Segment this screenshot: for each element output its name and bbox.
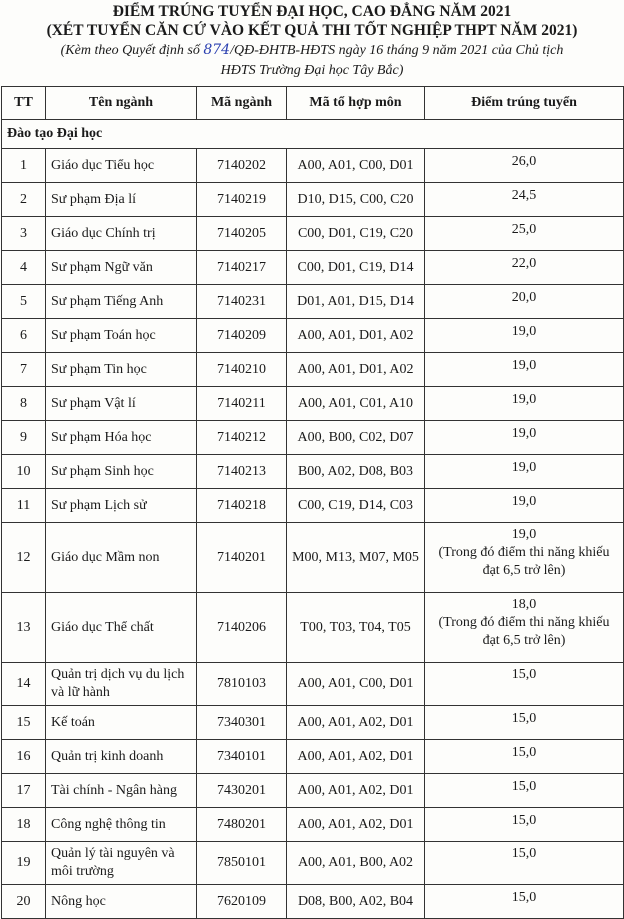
cell-tt: 12	[2, 523, 46, 593]
score-value: 19,0	[511, 494, 537, 509]
score-value: 18,0	[511, 597, 537, 612]
table-row	[2, 251, 624, 285]
cell-name: Sư phạm Địa lí	[46, 183, 197, 217]
cell-tt: 14	[2, 663, 46, 706]
score-value: 19,0	[511, 324, 537, 339]
score-value: 15,0	[511, 846, 537, 861]
cell-combo: A00, A01, A02, D01	[287, 706, 425, 740]
cell-combo: C00, D01, C19, D14	[287, 251, 425, 285]
cell-tt: 4	[2, 251, 46, 285]
cell-code: 7340101	[197, 740, 287, 774]
table-row	[2, 740, 624, 774]
cell-score	[425, 217, 624, 251]
cell-score	[425, 740, 624, 774]
cell-code: 7140201	[197, 523, 287, 593]
score-note: (Trong đó điểm thi năng khiếu đạt 6,5 trở lên)	[438, 615, 610, 648]
table-row	[2, 842, 624, 885]
table-row	[2, 774, 624, 808]
cell-name: Kế toán	[46, 706, 197, 740]
cell-combo: B00, A02, D08, B03	[287, 455, 425, 489]
cell-tt: 6	[2, 319, 46, 353]
cell-tt: 19	[2, 842, 46, 885]
cell-code: 7140206	[197, 593, 287, 663]
table-row	[2, 387, 624, 421]
cell-name: Sư phạm Vật lí	[46, 387, 197, 421]
score-value: 15,0	[511, 667, 537, 682]
title-line-1: ĐIỂM TRÚNG TUYỂN ĐẠI HỌC, CAO ĐẲNG NĂM 2021	[112, 3, 512, 20]
cell-score	[425, 455, 624, 489]
cell-name: Sư phạm Toán học	[46, 319, 197, 353]
cell-code: 7140213	[197, 455, 287, 489]
table-row	[2, 217, 624, 251]
cell-code: 7620109	[197, 885, 287, 919]
cell-combo: M00, M13, M07, M05	[287, 523, 425, 593]
cell-name: Sư phạm Sinh học	[46, 455, 197, 489]
cell-combo: C00, D01, C19, C20	[287, 217, 425, 251]
cell-tt: 18	[2, 808, 46, 842]
cell-name: Sư phạm Ngữ văn	[46, 251, 197, 285]
cell-score	[425, 353, 624, 387]
cell-name: Nông học	[46, 885, 197, 919]
column-header-code: Mã ngành	[197, 87, 287, 120]
score-value: 19,0	[511, 358, 537, 373]
decision-number: 874	[203, 42, 231, 58]
table-header-row	[2, 87, 624, 120]
cell-tt: 10	[2, 455, 46, 489]
title-line-2: (XÉT TUYỂN CĂN CỨ VÀO KẾT QUẢ THI TỐT NGHIỆP THPT NĂM 2021)	[46, 22, 578, 39]
cell-tt: 1	[2, 149, 46, 183]
cell-tt: 17	[2, 774, 46, 808]
cell-code: 7430201	[197, 774, 287, 808]
cell-name: Sư phạm Tin học	[46, 353, 197, 387]
cell-score	[425, 842, 624, 885]
cell-name: Quản lý tài nguyên và môi trường	[46, 842, 197, 885]
cell-combo: A00, A01, C01, A10	[287, 387, 425, 421]
cell-code: 7140205	[197, 217, 287, 251]
cell-combo: C00, C19, D14, C03	[287, 489, 425, 523]
score-note: (Trong đó điểm thi năng khiếu đạt 6,5 trở lên)	[438, 545, 610, 578]
cell-name: Giáo dục Mầm non	[46, 523, 197, 593]
cell-combo: A00, A01, D01, A02	[287, 319, 425, 353]
score-value: 26,0	[511, 154, 537, 169]
cell-code: 7140211	[197, 387, 287, 421]
admission-score-table	[1, 86, 624, 919]
table-row	[2, 885, 624, 919]
cell-score	[425, 251, 624, 285]
decision-prefix: (Kèm theo Quyết định số	[60, 43, 204, 58]
table-row	[2, 593, 624, 663]
cell-tt: 8	[2, 387, 46, 421]
cell-tt: 3	[2, 217, 46, 251]
cell-tt: 7	[2, 353, 46, 387]
cell-score	[425, 489, 624, 523]
cell-name: Công nghệ thông tin	[46, 808, 197, 842]
cell-code: 7810103	[197, 663, 287, 706]
table-row	[2, 523, 624, 593]
cell-name: Giáo dục Chính trị	[46, 217, 197, 251]
cell-score	[425, 706, 624, 740]
column-header-tt: TT	[2, 87, 46, 120]
cell-code: 7140210	[197, 353, 287, 387]
cell-code: 7140218	[197, 489, 287, 523]
cell-tt: 16	[2, 740, 46, 774]
cell-combo: A00, A01, C00, D01	[287, 149, 425, 183]
cell-code: 7140219	[197, 183, 287, 217]
table-row	[2, 663, 624, 706]
document-header	[0, 2, 624, 81]
cell-combo: A00, A01, B00, A02	[287, 842, 425, 885]
score-value: 20,0	[511, 290, 537, 305]
table-row	[2, 455, 624, 489]
score-value: 25,0	[511, 222, 537, 237]
score-value: 15,0	[511, 890, 537, 905]
cell-name: Sư phạm Tiếng Anh	[46, 285, 197, 319]
cell-combo: A00, A01, A02, D01	[287, 740, 425, 774]
table-row	[2, 421, 624, 455]
cell-score	[425, 593, 624, 663]
cell-code: 7140217	[197, 251, 287, 285]
cell-score	[425, 183, 624, 217]
cell-combo: D01, A01, D15, D14	[287, 285, 425, 319]
decision-suffix: /QĐ-ĐHTB-HĐTS ngày 16 tháng 9 năm 2021 của Chủ tịch	[230, 43, 564, 58]
cell-name: Giáo dục Thể chất	[46, 593, 197, 663]
cell-tt: 5	[2, 285, 46, 319]
score-value: 15,0	[511, 711, 537, 726]
cell-combo: A00, A01, D01, A02	[287, 353, 425, 387]
cell-code: 7140231	[197, 285, 287, 319]
column-header-combo: Mã tổ hợp môn	[287, 87, 425, 120]
section-label: Đào tạo Đại học	[2, 120, 624, 149]
score-value: 19,0	[511, 392, 537, 407]
cell-score	[425, 885, 624, 919]
cell-code: 7140202	[197, 149, 287, 183]
table-row	[2, 319, 624, 353]
table-row	[2, 808, 624, 842]
cell-name: Quản trị kinh doanh	[46, 740, 197, 774]
section-row	[2, 120, 624, 149]
cell-code: 7340301	[197, 706, 287, 740]
cell-tt: 9	[2, 421, 46, 455]
cell-code: 7140212	[197, 421, 287, 455]
table-row	[2, 285, 624, 319]
cell-name: Giáo dục Tiểu học	[46, 149, 197, 183]
cell-combo: A00, A01, C00, D01	[287, 663, 425, 706]
score-value: 15,0	[511, 779, 537, 794]
cell-combo: D10, D15, C00, C20	[287, 183, 425, 217]
table-row	[2, 706, 624, 740]
cell-tt: 2	[2, 183, 46, 217]
score-value: 15,0	[511, 813, 537, 828]
table-row	[2, 489, 624, 523]
cell-code: 7850101	[197, 842, 287, 885]
cell-combo: T00, T03, T04, T05	[287, 593, 425, 663]
cell-combo: A00, B00, C02, D07	[287, 421, 425, 455]
cell-score	[425, 149, 624, 183]
score-value: 19,0	[511, 460, 537, 475]
cell-combo: A00, A01, A02, D01	[287, 774, 425, 808]
decision-line-1	[0, 40, 624, 61]
cell-code: 7480201	[197, 808, 287, 842]
column-header-name: Tên ngành	[46, 87, 197, 120]
cell-tt: 13	[2, 593, 46, 663]
decision-line-2: HĐTS Trường Đại học Tây Bắc)	[220, 63, 404, 78]
table-row	[2, 353, 624, 387]
cell-score	[425, 663, 624, 706]
cell-tt: 11	[2, 489, 46, 523]
cell-tt: 20	[2, 885, 46, 919]
cell-combo: A00, A01, A02, D01	[287, 808, 425, 842]
score-value: 19,0	[511, 426, 537, 441]
score-value: 24,5	[511, 188, 537, 203]
column-header-score: Điểm trúng tuyển	[425, 87, 624, 120]
cell-score	[425, 285, 624, 319]
cell-score	[425, 523, 624, 593]
cell-name: Tài chính - Ngân hàng	[46, 774, 197, 808]
score-value: 15,0	[511, 745, 537, 760]
cell-score	[425, 387, 624, 421]
score-value: 22,0	[511, 256, 537, 271]
cell-score	[425, 808, 624, 842]
cell-name: Sư phạm Hóa học	[46, 421, 197, 455]
table-row	[2, 183, 624, 217]
table-row	[2, 149, 624, 183]
cell-score	[425, 319, 624, 353]
cell-combo: D08, B00, A02, B04	[287, 885, 425, 919]
cell-name: Sư phạm Lịch sử	[46, 489, 197, 523]
cell-score	[425, 421, 624, 455]
cell-code: 7140209	[197, 319, 287, 353]
cell-name: Quản trị dịch vụ du lịch và lữ hành	[46, 663, 197, 706]
cell-tt: 15	[2, 706, 46, 740]
score-value: 19,0	[511, 527, 537, 542]
cell-score	[425, 774, 624, 808]
